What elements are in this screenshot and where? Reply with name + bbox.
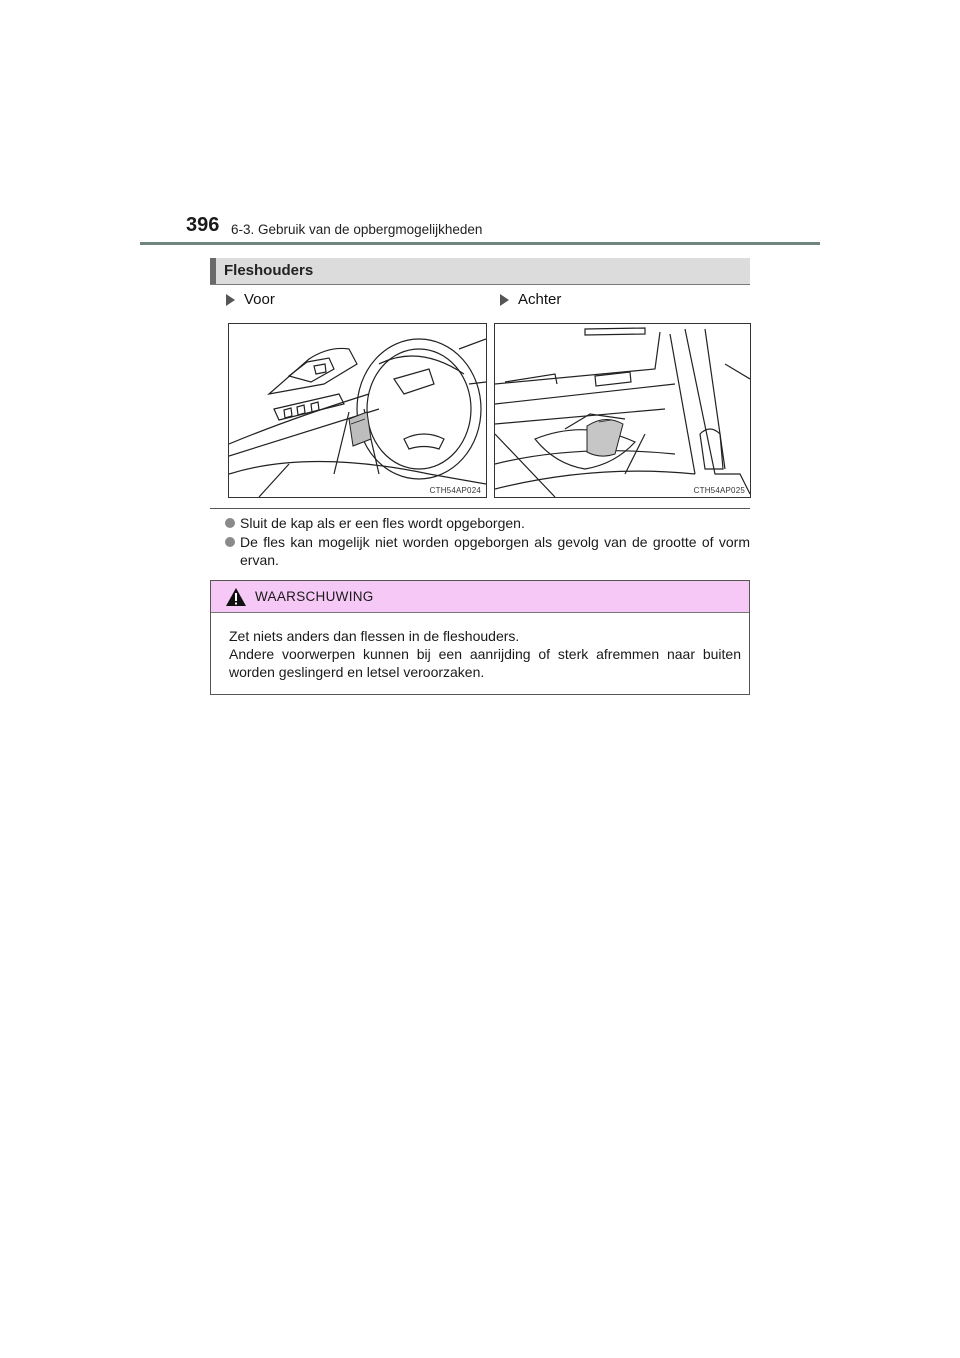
warning-triangle-icon bbox=[225, 587, 247, 612]
section-heading-text: Fleshouders bbox=[224, 262, 314, 279]
heading-accent bbox=[210, 258, 216, 284]
bullet-dot-icon bbox=[225, 518, 235, 528]
triangle-bullet-icon bbox=[226, 294, 235, 306]
front-interior-illustration bbox=[229, 324, 486, 497]
figure-label-rear-text: Achter bbox=[518, 291, 562, 308]
triangle-bullet-icon bbox=[500, 294, 509, 306]
figure-front-code: CTH54AP024 bbox=[429, 486, 481, 495]
warning-box bbox=[210, 580, 750, 695]
warning-header bbox=[211, 581, 749, 613]
figure-rear-bottle-holder bbox=[494, 323, 751, 498]
rear-interior-illustration bbox=[495, 324, 750, 497]
bullet-item bbox=[225, 514, 750, 532]
figure-label-rear bbox=[500, 291, 561, 308]
section-title: 6-3. Gebruik van de opbergmogelijkheden bbox=[231, 222, 483, 237]
bullet-dot-icon bbox=[225, 537, 235, 547]
warning-line: Andere voorwerpen kunnen bij een aanrijding of sterk afremmen naar buiten worden geslingerd en letsel veroorzaken. bbox=[229, 646, 741, 680]
section-heading bbox=[210, 258, 750, 285]
warning-line: Zet niets anders dan flessen in de fleshouders. bbox=[229, 628, 520, 644]
divider bbox=[210, 508, 750, 509]
header-rule bbox=[140, 242, 820, 245]
warning-body bbox=[229, 627, 741, 681]
figure-front-bottle-holder bbox=[228, 323, 487, 498]
bullet-text: Sluit de kap als er een fles wordt opgeborgen. bbox=[240, 515, 525, 531]
warning-title: WAARSCHUWING bbox=[255, 589, 374, 604]
figure-label-front-text: Voor bbox=[244, 291, 275, 308]
page-number: 396 bbox=[186, 214, 220, 236]
figure-rear-code: CTH54AP025 bbox=[693, 486, 745, 495]
bullet-text: De fles kan mogelijk niet worden opgeborgen als gevolg van de grootte of vorm ervan. bbox=[240, 534, 750, 568]
bullet-item bbox=[225, 533, 750, 569]
figure-label-front bbox=[226, 291, 275, 308]
